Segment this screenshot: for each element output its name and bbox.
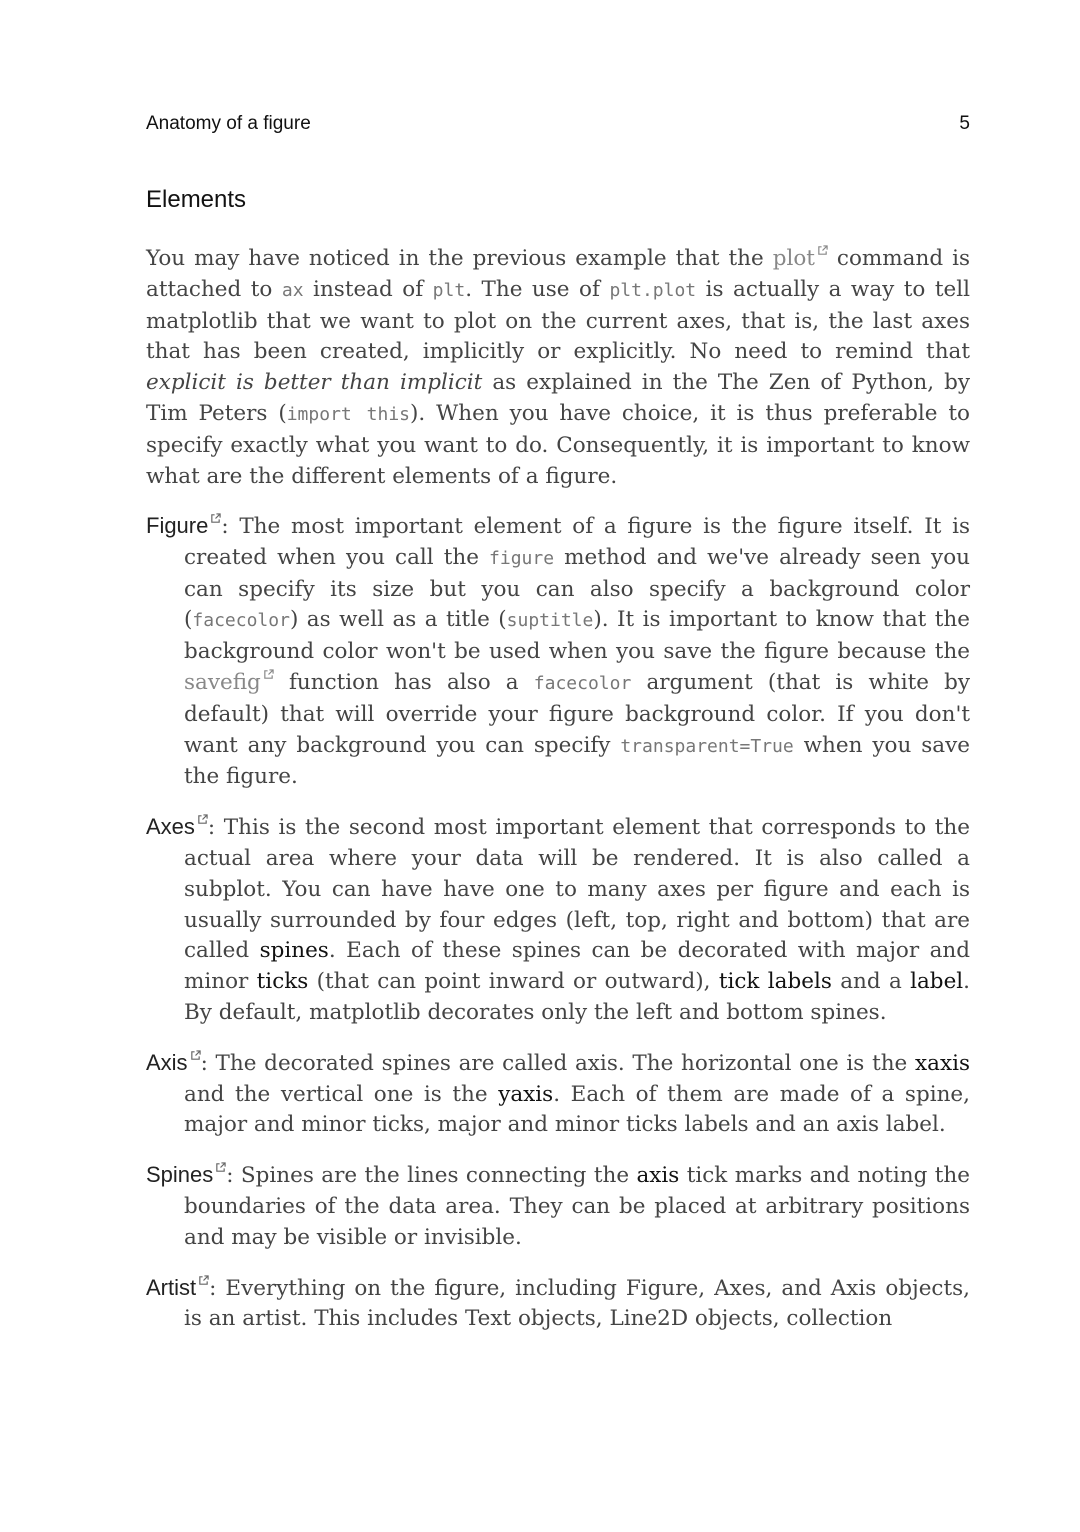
text: and a: [831, 969, 911, 995]
code-facecolor: facecolor: [533, 672, 632, 694]
term-label: Axes: [146, 814, 195, 840]
text: . By default, matplotlib decorates only the left and bottom spines.: [184, 969, 971, 1025]
text: function has also a: [273, 669, 534, 695]
text: when you save the figure.: [184, 732, 970, 790]
text: argument (that is white by default) that will override your figure background color. If you don't want any background you can specify: [184, 669, 970, 758]
external-link-icon: [198, 1275, 209, 1286]
code-figure: figure: [489, 547, 555, 569]
text: : This is the second most important element that corresponds to the actual area where your data will be rendered. It is also called a subplot. You can have have one to many axes per figure and each is usually surrounded by four edges (left, top, right and bottom) that are called: [184, 815, 970, 964]
term-figure-link[interactable]: [146, 513, 221, 538]
bold-yaxis: yaxis: [498, 1081, 554, 1107]
running-head: [146, 113, 970, 135]
bold-xaxis: xaxis: [915, 1050, 970, 1076]
text: tick marks and noting the boundaries of the data area. They can be placed at arbitrary positions and may be visible or invisible.: [184, 1163, 970, 1250]
text: (that can point inward or outward),: [308, 969, 719, 995]
term-label: Figure: [146, 513, 209, 538]
term-label: Axis: [146, 1049, 188, 1075]
definition-artist: [146, 1273, 970, 1336]
external-link-icon: [197, 814, 208, 825]
external-link-icon: [817, 245, 828, 256]
definition-list: [146, 511, 970, 1354]
definition-axes: [146, 812, 970, 1029]
text: method and we've already seen you can specify its size but you can also specify a background color (: [184, 544, 970, 633]
intro-paragraph: [146, 244, 970, 492]
code-suptitle: suptitle: [506, 610, 594, 632]
term-axes-link[interactable]: [146, 814, 208, 839]
bold-axis: axis: [636, 1163, 680, 1189]
code-import-this: import this: [286, 403, 411, 425]
external-link-icon: [210, 513, 221, 524]
term-axis-link[interactable]: [146, 1050, 201, 1075]
definition-spines: [146, 1160, 970, 1253]
code-plt-plot: plt.plot: [609, 279, 697, 301]
text: ) as well as a title (: [289, 607, 507, 633]
external-link-icon: [215, 1162, 226, 1173]
text: : Spines are the lines connecting the: [226, 1163, 637, 1189]
code-ax: ax: [281, 279, 304, 301]
term-label: Spines: [146, 1162, 214, 1188]
plot-link-label: plot: [772, 246, 815, 271]
text: and the vertical one is the: [184, 1081, 499, 1107]
external-link-icon: [190, 1050, 201, 1061]
bold-ticks: ticks: [256, 969, 309, 995]
definition-axis: [146, 1048, 970, 1141]
emphasis: explicit is better than implicit: [146, 370, 483, 396]
code-transparent-true: transparent=True: [620, 735, 794, 757]
text: ). When you have choice, it is thus preferable to specify exactly what you want to do. Consequently, it is important to know what are the different elements of a figure.: [146, 400, 971, 489]
text: . The use of: [465, 276, 610, 302]
text: : Everything on the figure, including Figure, Axes, and Axis objects, is an artist. This includes Text objects, Line2D objects, collection: [184, 1275, 970, 1332]
savefig-link-label: savefig: [184, 669, 261, 695]
plot-link[interactable]: [773, 246, 828, 271]
section-heading: Elements: [146, 186, 247, 213]
text: You may have noticed in the previous example that the: [146, 246, 773, 271]
text: is actually a way to tell matplotlib that we want to plot on the current axes, that is, the last axes that has been created, implicitly or explicitly. No need to remind that: [146, 276, 970, 365]
text: : The most important element of a figure is the figure itself. It is created when you call the: [184, 514, 970, 570]
text: ). It is important to know that the background color won't be used when you save the figure because the: [184, 607, 970, 665]
external-link-icon: [263, 669, 274, 680]
savefig-link[interactable]: [184, 670, 274, 695]
term-spines-link[interactable]: [146, 1162, 226, 1187]
code-plt: plt: [432, 279, 466, 301]
page-number: 5: [959, 113, 970, 134]
term-label: Artist: [146, 1274, 197, 1300]
term-artist-link[interactable]: [146, 1275, 209, 1300]
bold-tick-labels: tick labels: [718, 969, 832, 995]
bold-label: label: [910, 969, 964, 995]
bold-spines: spines: [259, 938, 329, 964]
code-facecolor: facecolor: [192, 610, 290, 632]
text: . Each of these spines can be decorated with major and minor: [184, 938, 970, 995]
section-title: Anatomy of a figure: [146, 113, 311, 134]
text: as explained in the The Zen of Python, by Tim Peters (: [146, 370, 970, 426]
text: command is attached to: [146, 246, 970, 302]
text: instead of: [303, 276, 433, 302]
definition-figure: [146, 511, 970, 793]
text: . Each of them are made of a spine, major and minor ticks, major and minor ticks labels and an axis label.: [184, 1081, 970, 1138]
text: : The decorated spines are called axis. The horizontal one is the: [200, 1050, 916, 1076]
